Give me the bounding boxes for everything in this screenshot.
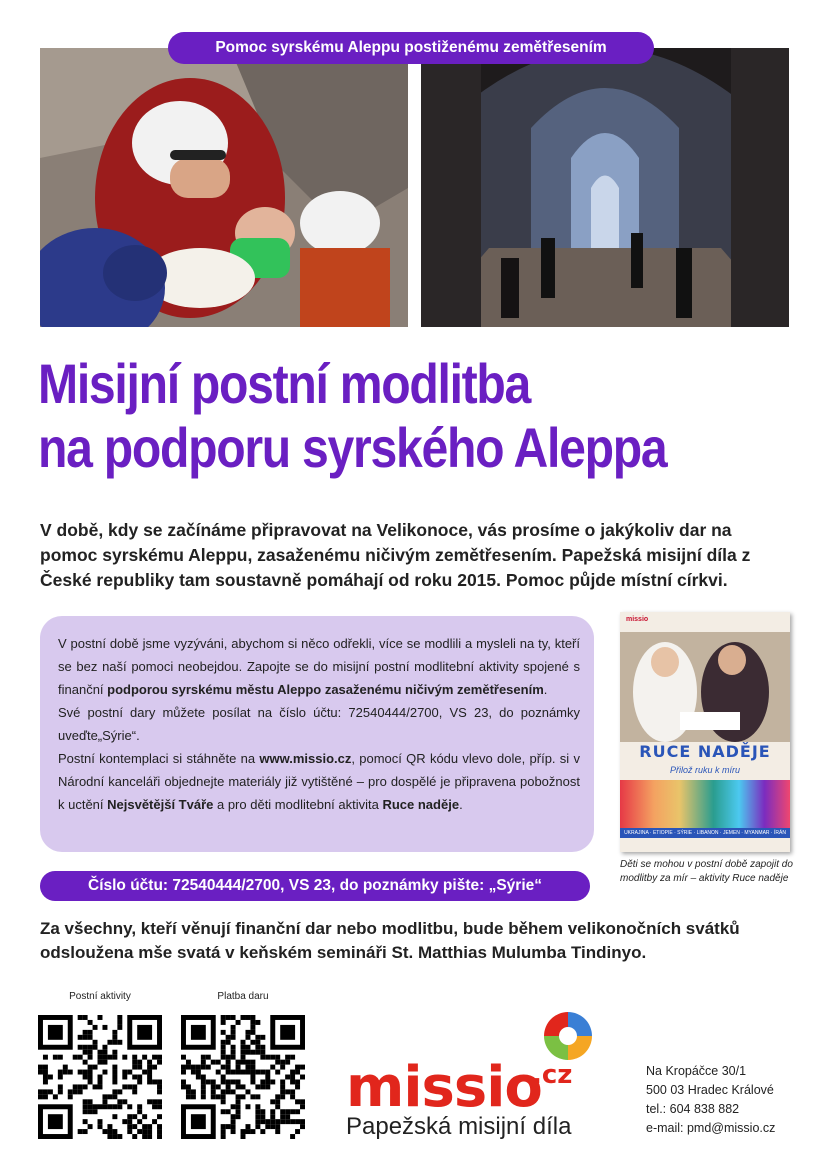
- address-phone: tel.: 604 838 882: [646, 1102, 740, 1116]
- booklet-caption: Děti se mohou v postní době zapojit do modlitby za mír – aktivity Ruce naděje: [620, 859, 793, 884]
- rescue-photo: [40, 48, 408, 327]
- aleppo-souk-photo: [421, 48, 789, 327]
- booklet-title: RUCE NADĚJE: [639, 742, 771, 761]
- qr-code-lent-activities[interactable]: [38, 1015, 162, 1139]
- booklet-subtitle: Přilož ruku k míru: [669, 765, 740, 775]
- info-text-span: a pro děti modlitební aktivita: [213, 797, 383, 812]
- address-email[interactable]: e-mail: pmd@missio.cz: [646, 1121, 776, 1135]
- missio-logo: missio: [346, 1055, 542, 1120]
- info-bold-span: podporou syrskému městu Aleppo zasaženému ničivým zemětřesením: [107, 682, 544, 697]
- colored-hands-graphic: [620, 780, 790, 828]
- address-city: 500 03 Hradec Králové: [646, 1083, 774, 1097]
- title-line-1: Misijní postní modlitba: [38, 352, 531, 415]
- missio-globe-icon: [540, 1008, 596, 1064]
- intro-paragraph: V době, kdy se začínáme připravovat na Velikonoce, vás prosíme o jakýkoliv dar na pomoc syrskému Aleppu, zasaženému ničivým zemětřesením. Papežská misijní díla z České republiky tam soustavně pomáhají od roku 2015. Pomoc půjde místní církvi.: [40, 520, 751, 590]
- qr-label-lent-activities: Postní aktivity: [69, 991, 131, 1002]
- title-line-2: na podporu syrského Aleppa: [38, 416, 667, 479]
- qr-label-donation: Platba daru: [217, 991, 269, 1002]
- booklet-photo: [620, 632, 790, 742]
- info-paragraph-1: [58, 632, 580, 701]
- missio-logo-domain: .cz: [532, 1060, 573, 1090]
- info-text: [58, 632, 580, 816]
- top-banner: Pomoc syrskému Aleppu postiženému zemětřesením: [168, 32, 654, 64]
- info-text-span: , pomocí QR kódu vlevo dole, příp. si v Národní kanceláři objednejte materiály již vytištěné – pro dospělé je připravena pobožnost k uctění: [58, 751, 580, 812]
- info-text-span: Postní kontemplaci si stáhněte na: [58, 751, 260, 766]
- missio-logo-subtitle: Papežská misijní díla: [346, 1113, 572, 1140]
- contact-address: [646, 1062, 806, 1138]
- qr-code-donation[interactable]: [181, 1015, 305, 1139]
- info-bold-span: Ruce naděje: [382, 797, 460, 812]
- account-banner: Číslo účtu: 72540444/2700, VS 23, do poznámky pište: „Sýrie“: [40, 871, 590, 901]
- address-street: Na Kropáčce 30/1: [646, 1064, 747, 1078]
- info-text-span: V postní době jsme vyzýváni, abychom si něco odřekli, více se modlili a mysleli na ty, kteří se bez naší pomoci neobejdou. Zapojte se do misijní postní modlitební aktivity spojené s finanční: [58, 636, 580, 697]
- info-bold-span: Nejsvětější Tváře: [107, 797, 214, 812]
- closing-paragraph: Za všechny, kteří věnují finanční dar nebo modlitbu, bude během velikonočních svátků odsloužena mše svatá v keňském semináři St. Matthias Mulumba Tindinyo.: [40, 919, 740, 962]
- info-text-span: .: [543, 682, 548, 697]
- booklet-countries: UKRAJINA · ETIOPIE · SÝRIE · LIBANON · JEMEN · MYANMAR · ÍRÁN: [620, 828, 790, 838]
- info-paragraph-3: [58, 747, 580, 816]
- info-text-span: .: [459, 797, 463, 812]
- booklet-cover-image: [620, 612, 790, 852]
- website-link[interactable]: www.missio.cz: [259, 751, 352, 766]
- page-title: [38, 352, 692, 480]
- booklet-logo: missio: [626, 616, 649, 623]
- info-paragraph-2: Své postní dary můžete posílat na číslo účtu: 72540444/2700, VS 23, do poznámky uveďte„Sýrie“.: [58, 705, 580, 743]
